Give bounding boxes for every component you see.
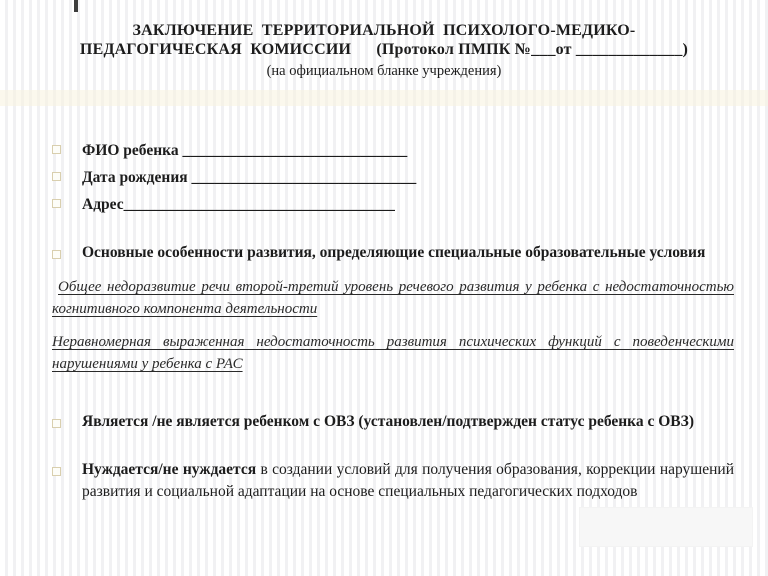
- section-heading: Основные особенности развития, определяющие специальные образовательные условия: [82, 244, 706, 261]
- title-block: [0, 0, 768, 81]
- field-birthdate-label: Дата рождения _____________________________: [82, 169, 417, 186]
- page-title-line-2: ПЕДАГОГИЧЕСКАЯ КОМИССИИ (Протокол ПМПК №___от _____________): [79, 41, 689, 58]
- field-row-fio: [52, 137, 734, 164]
- statement-needs-row: [52, 459, 734, 503]
- diagnosis-paragraph-1: Общее недоразвитие речи второй-третий уровень речевого развития у ребенка с недостаточностью когнитивного компонента деятельности: [52, 279, 734, 317]
- background-band: [0, 90, 768, 106]
- statement-needs-lead: Нуждается/не нуждается: [82, 461, 257, 478]
- statement-ovz-row: [52, 411, 734, 432]
- statement-needs-text: [82, 459, 734, 503]
- square-bullet-icon: [52, 145, 61, 154]
- field-row-address: [52, 191, 734, 218]
- section-heading-row: [52, 242, 734, 263]
- square-bullet-icon: [52, 467, 61, 476]
- fields-list: [52, 137, 734, 218]
- diagnosis-paragraph-2: Неравномерная выраженная недостаточность развития психических функций с поведенческими нарушениями у ребенка с РАС: [52, 334, 734, 372]
- square-bullet-icon: [52, 250, 61, 259]
- field-row-birthdate: [52, 164, 734, 191]
- page-subtitle: (на официальном бланке учреждения): [266, 63, 502, 79]
- statement-needs-rest: в создании условий для получения образования, коррекции нарушений развития и социальной адаптации на основе специальных педагогических подходов: [82, 461, 734, 500]
- statement-ovz-text: Является /не является ребенком с ОВЗ (установлен/подтвержден статус ребенка с ОВЗ): [82, 413, 694, 430]
- square-bullet-icon: [52, 419, 61, 428]
- document-body: [0, 137, 768, 503]
- field-fio-label: ФИО ребенка _____________________________: [82, 142, 408, 159]
- square-bullet-icon: [52, 172, 61, 181]
- page-title-line-1: ЗАКЛЮЧЕНИЕ ТЕРРИТОРИАЛЬНОЙ ПСИХОЛОГО-МЕДИКО-: [132, 22, 636, 39]
- field-address-label: Адрес___________________________________: [82, 196, 395, 213]
- bottom-right-note-box: [580, 508, 752, 546]
- square-bullet-icon: [52, 199, 61, 208]
- top-edge-mark: [74, 0, 78, 12]
